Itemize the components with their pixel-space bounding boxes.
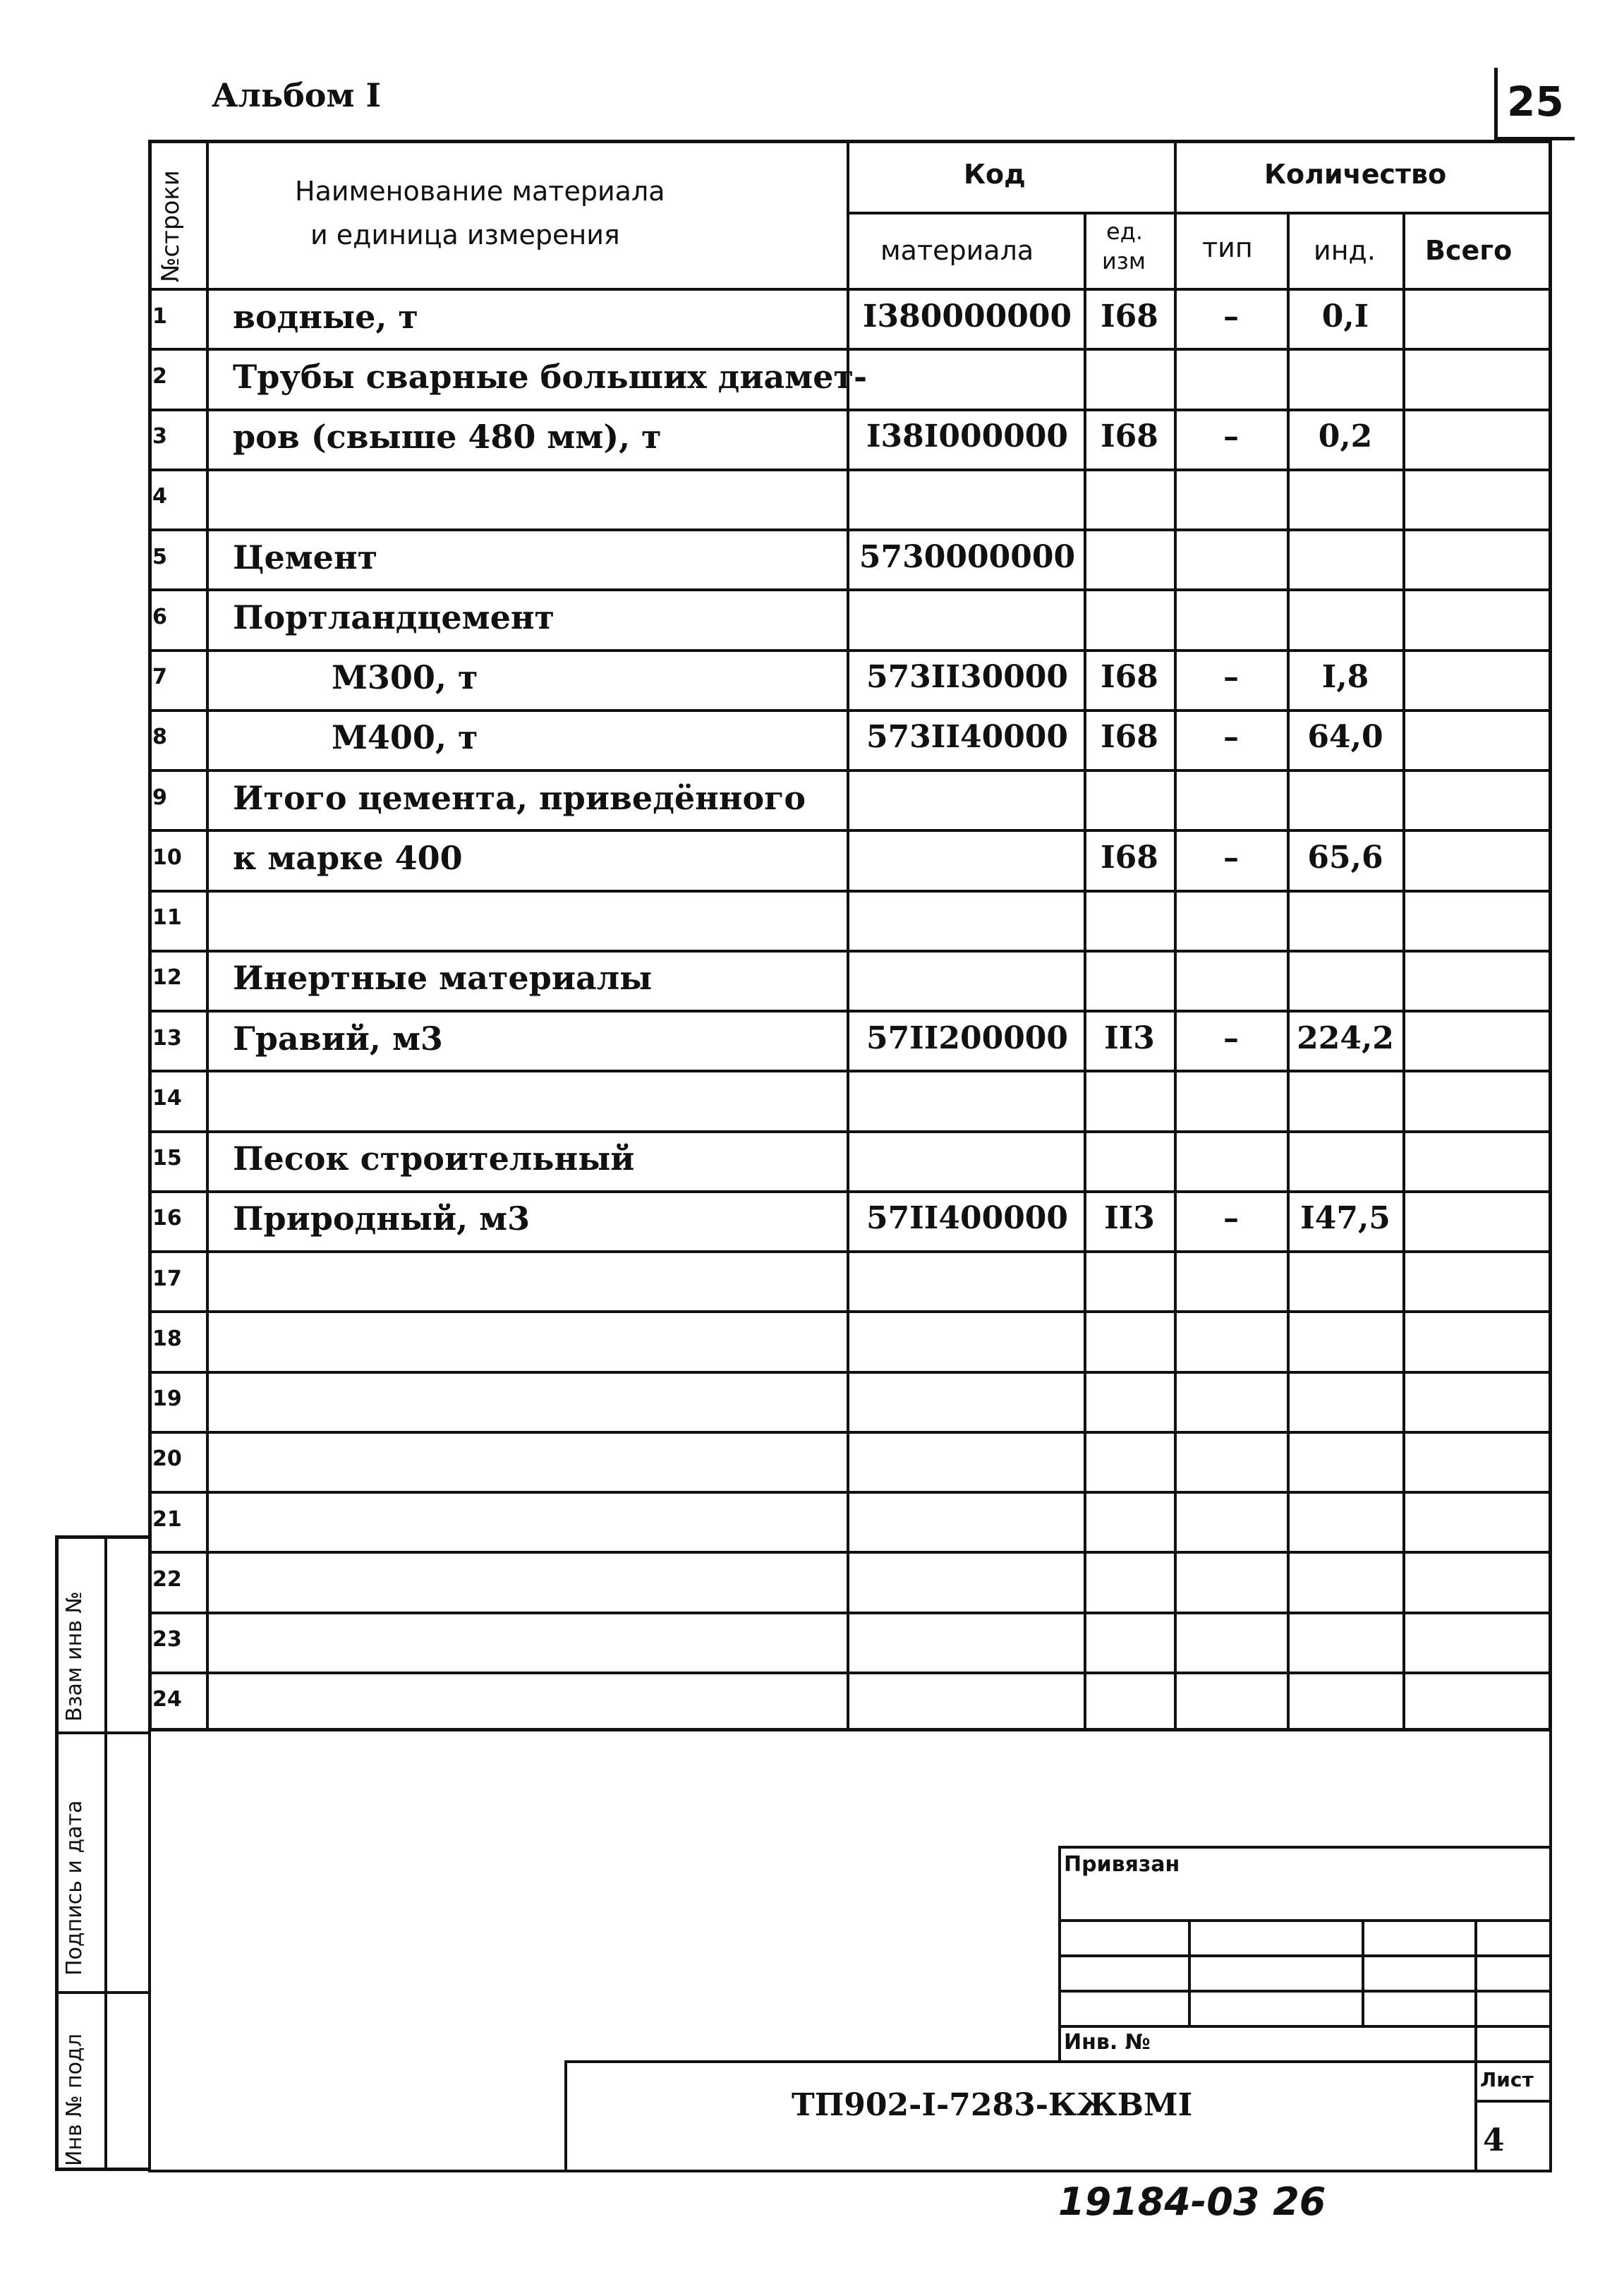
row-divider (148, 588, 1552, 591)
page-number-bracket (1494, 68, 1498, 141)
tb-line-2 (1058, 1919, 1552, 1922)
row-15-name: Песок строительный (233, 1140, 635, 1178)
row-17-n: 17 (152, 1267, 182, 1291)
row-5-name: Цемент (233, 538, 378, 576)
row-12-name: Инертные материалы (233, 959, 653, 997)
header-name-line2: и единица измерения (310, 219, 620, 250)
page-number: 25 (1507, 78, 1564, 126)
row-24-n: 24 (152, 1687, 182, 1712)
header-code: Код (964, 159, 1026, 190)
row-7-unit: I68 (1101, 659, 1158, 695)
row-13-code: 57II200000 (866, 1020, 1069, 1056)
row-9-n: 9 (152, 785, 167, 810)
row-1-unit: I68 (1101, 298, 1158, 334)
row-divider (148, 1551, 1552, 1554)
row-14-n: 14 (152, 1086, 182, 1111)
tb-main-top (564, 2060, 1552, 2063)
row-10-type: – (1223, 840, 1239, 876)
row-11-n: 11 (152, 905, 182, 930)
header-subdivider (847, 212, 1552, 214)
tb-line-5 (1058, 2025, 1552, 2028)
tb-attached-label: Привязан (1064, 1852, 1180, 1877)
row-divider (148, 1070, 1552, 1072)
row-divider (148, 1431, 1552, 1434)
row-8-n: 8 (152, 725, 167, 749)
row-7-name: М300, т (332, 658, 478, 696)
row-13-type: – (1223, 1020, 1239, 1056)
row-divider (148, 709, 1552, 712)
row-divider (148, 1612, 1552, 1614)
row-4-n: 4 (152, 484, 167, 509)
header-quantity: Количество (1264, 159, 1447, 190)
row-18-n: 18 (152, 1326, 182, 1351)
row-5-n: 5 (152, 545, 167, 569)
row-21-n: 21 (152, 1507, 182, 1532)
row-10-name: к марке 400 (233, 839, 463, 877)
row-divider (148, 528, 1552, 531)
tb-line-4 (1058, 1990, 1552, 1993)
handwritten-footer: 19184-03 26 (1058, 2180, 1326, 2224)
stamp-inv-no-orig: Инв № подл (62, 2033, 87, 2166)
album-label: Альбом I (212, 76, 381, 114)
row-16-type: – (1223, 1200, 1239, 1236)
sheet-number: 4 (1483, 2122, 1505, 2158)
row-22-n: 22 (152, 1567, 182, 1592)
row-8-ind: 64,0 (1307, 719, 1383, 755)
row-divider (148, 1130, 1552, 1133)
row-2-name: Трубы сварные больших диамет- (233, 358, 868, 396)
header-name-line1: Наименование материала (295, 176, 665, 207)
row-1-name: водные, т (233, 298, 418, 336)
row-divider (148, 1371, 1552, 1374)
row-7-n: 7 (152, 665, 167, 689)
header-rownum: №строки (157, 170, 185, 282)
row-6-name: Портландцемент (233, 598, 555, 636)
stamp-replaces-inv: Взам инв № (62, 1591, 87, 1722)
row-16-ind: I47,5 (1300, 1200, 1390, 1236)
row-8-type: – (1223, 719, 1239, 755)
lower-bottom-border (148, 2170, 1552, 2172)
row-13-ind: 224,2 (1297, 1020, 1394, 1056)
header-qty-type: тип (1202, 232, 1253, 263)
row-16-n: 16 (152, 1206, 182, 1231)
header-unit-2: изм (1102, 248, 1146, 274)
row-10-n: 10 (152, 845, 182, 870)
row-16-code: 57II400000 (866, 1200, 1069, 1236)
row-1-n: 1 (152, 304, 167, 329)
row-5-code: 5730000000 (859, 539, 1076, 575)
tb-col-3 (1474, 1919, 1477, 2170)
row-divider (148, 469, 1552, 471)
sheet-label: Лист (1480, 2068, 1534, 2091)
row-8-unit: I68 (1101, 719, 1158, 755)
row-divider (148, 1010, 1552, 1012)
header-code-material: материала (880, 235, 1034, 266)
row-3-name: ров (свыше 480 мм), т (233, 418, 662, 456)
tb-line-1 (1058, 1846, 1552, 1849)
row-divider (148, 769, 1552, 772)
binding-sep-2 (55, 1991, 148, 1994)
row-16-name: Природный, м3 (233, 1199, 531, 1238)
row-9-name: Итого цемента, приведённого (233, 779, 806, 817)
binding-strip-divider (104, 1535, 107, 2171)
row-1-code: I380000000 (862, 298, 1072, 334)
row-divider (148, 1310, 1552, 1313)
row-8-code: 573II40000 (866, 719, 1069, 755)
row-16-unit: II3 (1104, 1200, 1155, 1236)
row-13-name: Гравий, м3 (233, 1020, 443, 1058)
lower-right-border (1549, 1731, 1552, 2171)
row-3-type: – (1223, 418, 1239, 454)
row-3-ind: 0,2 (1318, 418, 1373, 454)
row-20-n: 20 (152, 1446, 182, 1471)
row-10-unit: I68 (1101, 840, 1158, 876)
tb-col-2 (1362, 1919, 1364, 2025)
row-divider (148, 1190, 1552, 1193)
lower-left-border (148, 1731, 151, 2171)
row-23-n: 23 (152, 1627, 182, 1652)
header-qty-total: Всего (1425, 235, 1513, 266)
row-divider (148, 1491, 1552, 1494)
row-7-type: – (1223, 659, 1239, 695)
stamp-signature-date: Подпись и дата (62, 1800, 87, 1976)
col-divider-ind (1402, 212, 1405, 1731)
tb-main-left (564, 2060, 567, 2171)
row-1-ind: 0,I (1321, 298, 1369, 334)
row-12-n: 12 (152, 965, 182, 990)
row-3-n: 3 (152, 424, 167, 449)
tb-sheet-divider (1474, 2100, 1552, 2103)
header-bottom (148, 288, 1552, 291)
row-15-n: 15 (152, 1146, 182, 1171)
tb-col-1 (1188, 1919, 1191, 2025)
header-unit-1: ед. (1106, 218, 1143, 245)
row-8-name: М400, т (332, 718, 478, 756)
tb-line-3 (1058, 1954, 1552, 1957)
row-divider (148, 829, 1552, 832)
row-7-code: 573II30000 (866, 659, 1069, 695)
row-2-n: 2 (152, 364, 167, 389)
row-19-n: 19 (152, 1386, 182, 1411)
row-6-n: 6 (152, 605, 167, 629)
row-13-unit: II3 (1104, 1020, 1155, 1056)
row-divider (148, 950, 1552, 953)
row-divider (148, 890, 1552, 893)
header-qty-ind: инд. (1314, 235, 1376, 266)
row-divider (148, 649, 1552, 652)
doc-code: ТП902-I-7283-КЖВМI (792, 2087, 1193, 2123)
row-divider (148, 1250, 1552, 1253)
row-10-ind: 65,6 (1307, 840, 1383, 876)
row-13-n: 13 (152, 1026, 182, 1051)
row-divider (148, 1672, 1552, 1674)
row-1-type: – (1223, 298, 1239, 334)
tb-inv-no-label: Инв. № (1064, 2030, 1151, 2055)
row-7-ind: I,8 (1321, 659, 1369, 695)
row-divider (148, 348, 1552, 351)
row-3-code: I38I000000 (866, 418, 1069, 454)
row-divider (148, 409, 1552, 411)
binding-sep-1 (55, 1731, 148, 1734)
tb-left-border (1058, 1846, 1061, 2060)
row-3-unit: I68 (1101, 418, 1158, 454)
